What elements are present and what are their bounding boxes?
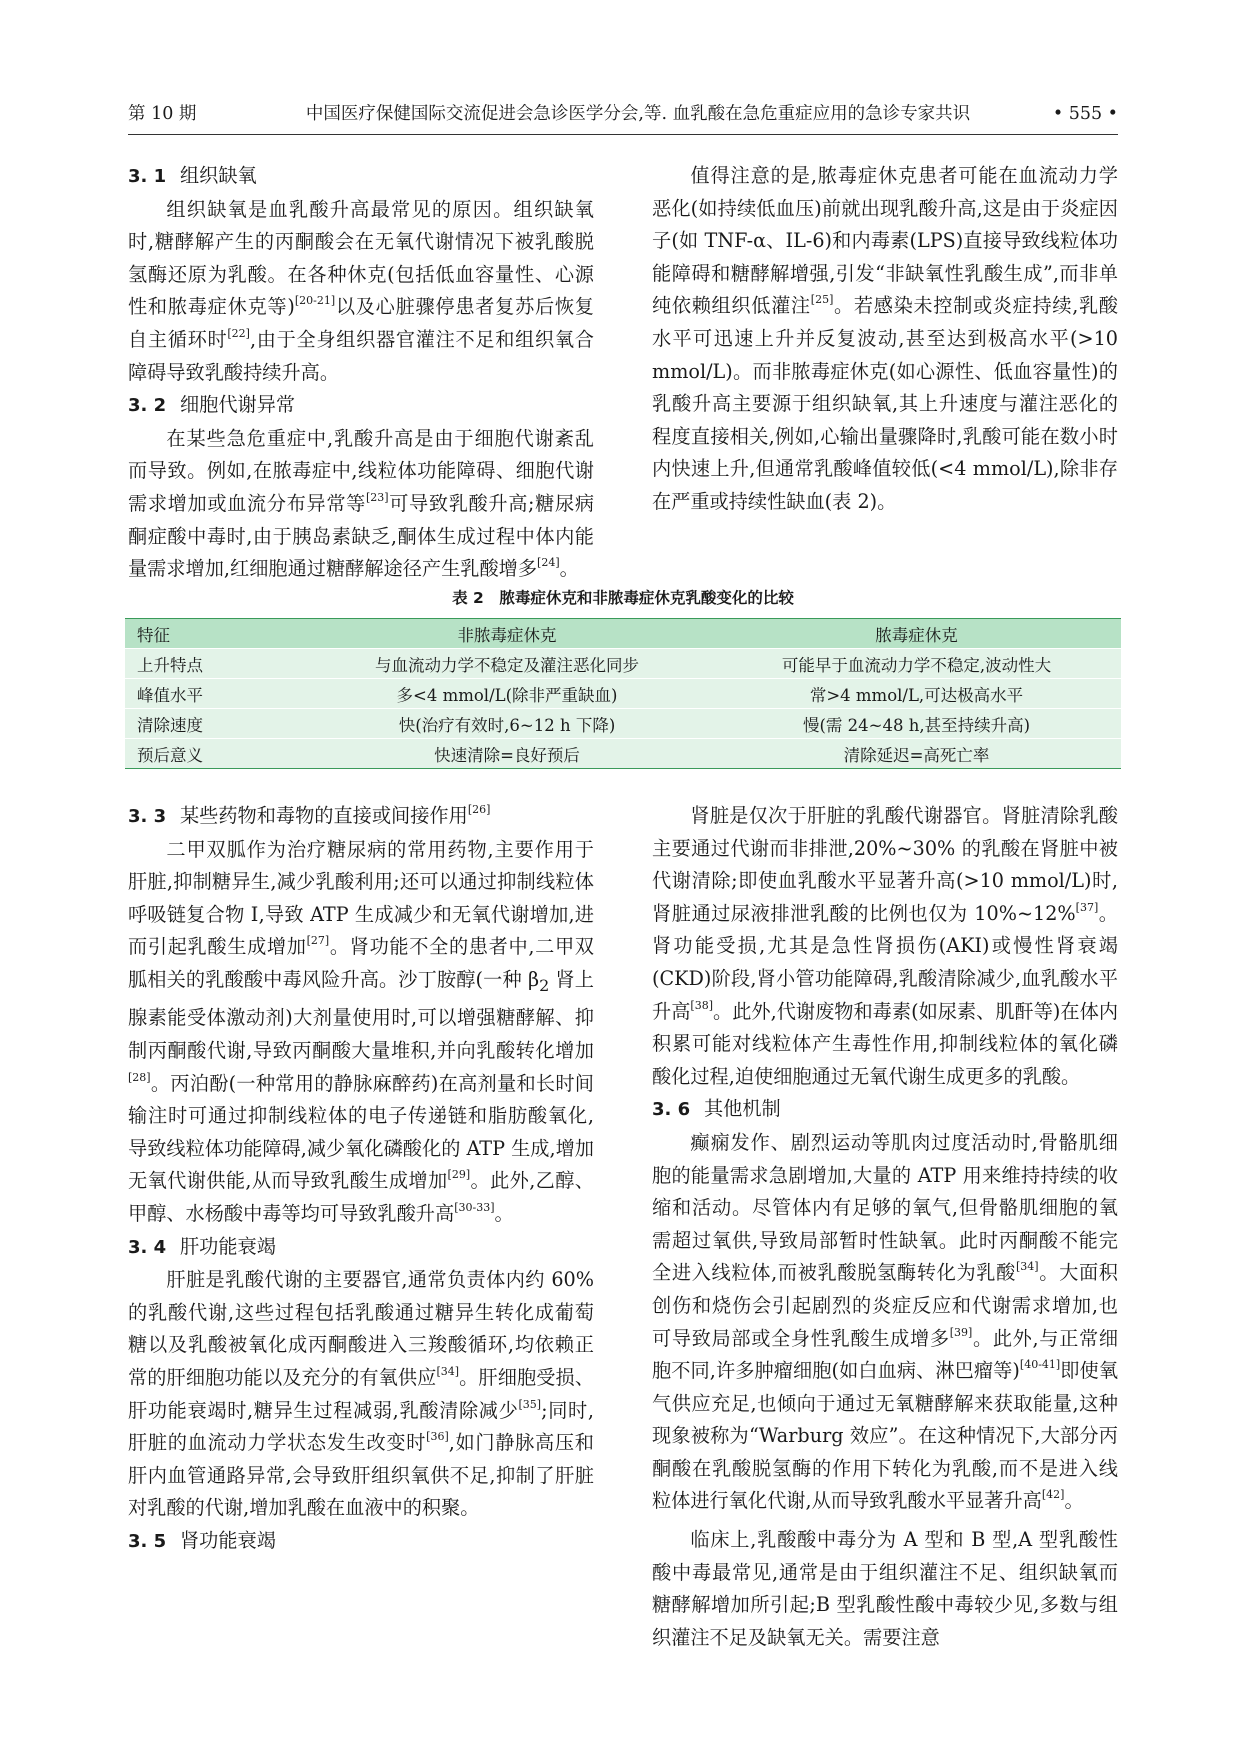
table-cell: 可能早于血流动力学不稳定,波动性大 — [712, 649, 1121, 679]
paragraph: 值得注意的是,脓毒症休克患者可能在血流动力学恶化(如持续低血压)前就出现乳酸升高,这是由于炎症因子(如 TNF-α、IL-6)和内毒素(LPS)直接导致线粒体功能障碍和糖酵解增强,引发“非缺氧性乳酸生成”,而非单纯依赖组织低灌注[25]。若感染未控制或炎症持续,乳酸水平可迅速上升并反复波动,甚至达到极高水平(>10 mmol/L)。而非脓毒症休克(如心源性、低血容量性)的乳酸升高主要源于组织缺氧,其上升速度与灌注恶化的程度直接相关,例如,心输出量骤降时,乳酸可能在数小时内快速上升,但通常乳酸峰值较低(<4 mmol/L),除非存在严重或持续性缺血(表 2)。 — [652, 164, 1118, 513]
section-number: 3. 3 — [128, 806, 167, 827]
section-number: 3. 1 — [128, 166, 167, 187]
section-heading-3-2 — [128, 389, 594, 423]
section-title: 组织缺氧 — [180, 164, 257, 187]
section-heading-3-1 — [128, 160, 594, 194]
paragraph: 肝脏是乳酸代谢的主要器官,通常负责体内约 60% 的乳酸代谢,这些过程包括乳酸通过糖异生转化成葡萄糖以及乳酸被氧化成丙酮酸进入三羧酸循环,均依赖正常的肝细胞功能以及充分的有氧供应[34]。肝细胞受损、肝功能衰竭时,糖异生过程减弱,乳酸清除减少[35];同时,肝脏的血流动力学状态发生改变时[36],如门静脉高压和肝内血管通路异常,会导致肝组织氧供不足,抑制了肝脏对乳酸的代谢,增加乳酸在血液中的积聚。 — [128, 1268, 595, 1520]
table-cell: 峰值水平 — [125, 679, 302, 709]
section-number: 3. 5 — [128, 1530, 167, 1552]
citation: [29] — [447, 1168, 471, 1182]
column-bottom-left — [128, 800, 594, 1558]
table-row — [125, 679, 1121, 709]
citation: [28] — [128, 1070, 151, 1084]
table-cell: 清除延迟=高死亡率 — [712, 739, 1121, 769]
citation: [35] — [518, 1397, 542, 1411]
section-number: 3. 2 — [128, 395, 167, 417]
table-cell: 快速清除=良好预后 — [302, 739, 712, 769]
table-cell: 常>4 mmol/L,可达极高水平 — [712, 679, 1121, 709]
paragraph: 肾脏是仅次于肝脏的乳酸代谢器官。肾脏清除乳酸主要通过代谢而非排泄,20%~30% 的乳酸在肾脏中被代谢清除;即使血乳酸水平显著升高(>10 mmol/L)时,肾脏通过尿液排泄乳酸的比例也仅为 10%~12%[37]。肾功能受损,尤其是急性肾损伤(AKI)或慢性肾衰竭(CKD)阶段,肾小管功能障碍,乳酸清除减少,血乳酸水平升高[38]。此外,代谢废物和毒素(如尿素、肌酐等)在体内积累可能对线粒体产生毒性作用,抑制线粒体的氧化磷酸化过程,迫使细胞通过无氧代谢生成更多的乳酸。 — [652, 804, 1119, 1088]
issue-number: 第 10 期 — [128, 104, 197, 124]
section-number: 3. 4 — [128, 1236, 167, 1258]
section-heading-3-4 — [128, 1231, 594, 1265]
table-cell: 快(治疗有效时,6~12 h 下降) — [302, 709, 712, 739]
citation: [39] — [949, 1325, 973, 1339]
citation: [23] — [365, 490, 389, 504]
section-title: 某些药物和毒物的直接或间接作用 — [180, 804, 468, 827]
citation: [38] — [690, 998, 713, 1012]
table-cell: 上升特点 — [125, 649, 302, 679]
paragraph: 临床上,乳酸酸中毒分为 A 型和 B 型,A 型乳酸性酸中毒最常见,通常是由于组织灌注不足、组织缺氧而糖酵解增加所引起;B 型乳酸性酸中毒较少见,多数与组织灌注不足及缺氧无关。需要注意 — [652, 1528, 1118, 1649]
table-header-row — [125, 619, 1121, 649]
paragraph: 二甲双胍作为治疗糖尿病的常用药物,主要作用于肝脏,抑制糖异生,减少乳酸利用;还可以通过抑制线粒体呼吸链复合物 Ⅰ,导致 ATP 生成减少和无氧代谢增加,进而引起乳酸生成增加[27]。肾功能不全的患者中,二甲双胍相关的乳酸酸中毒风险升高。沙丁胺醇(一种 $\beta_2$ 肾上腺素能受体激动剂)大剂量使用时,可以增强糖酵解、抑制丙酮酸代谢,导致丙酮酸大量堆积,并向乳酸转化增加[28]。丙泊酚(一种常用的静脉麻醉药)在高剂量和长时间输注时可通过抑制线粒体的电子传递链和脂肪酸氧化,导致线粒体功能障碍,减少氧化磷酸化的 ATP 生成,增加无氧代谢供能,从而导致乳酸生成增加[29]。此外,乙醇、甲醇、水杨酸中毒等均可导致乳酸升高[30-33]。 — [128, 837, 594, 1225]
citation: [42] — [1041, 1488, 1065, 1502]
citation: [36] — [426, 1430, 449, 1444]
column-bottom-right — [652, 800, 1118, 1654]
section-heading-3-6 — [652, 1093, 1118, 1127]
table-row — [125, 649, 1121, 679]
table-row — [125, 739, 1121, 769]
page-number: • 555 • — [1052, 104, 1118, 124]
citation: [34] — [436, 1364, 460, 1378]
subscript: 2 — [539, 975, 550, 995]
citation: [22] — [227, 326, 250, 340]
table-cell: 预后意义 — [125, 739, 302, 769]
citation: [26] — [467, 803, 491, 816]
section-title: 其他机制 — [704, 1097, 781, 1121]
citation: [30-33] — [454, 1200, 495, 1214]
column-header: 脓毒症休克 — [712, 619, 1121, 649]
section-heading-3-5 — [128, 1525, 594, 1559]
table-cell: 清除速度 — [125, 709, 302, 739]
table-2 — [125, 618, 1121, 769]
column-header: 特征 — [125, 619, 302, 649]
table-cell: 多<4 mmol/L(除非严重缺血) — [302, 679, 712, 709]
column-header: 非脓毒症休克 — [302, 619, 712, 649]
column-top-left — [128, 160, 594, 586]
running-header — [128, 98, 1118, 135]
table-caption: 表 2 脓毒症休克和非脓毒症休克乳酸变化的比较 — [452, 589, 794, 607]
citation: [20-21] — [294, 294, 336, 308]
paragraph: 癫痫发作、剧烈运动等肌肉过度活动时,骨骼肌细胞的能量需求急剧增加,大量的 ATP 用来维持持续的收缩和活动。尽管体内有足够的氧气,但骨骼肌细胞的氧需超过氧供,导致局部暂时性缺氧。此时丙酮酸不能完全进入线粒体,而被乳酸脱氢酶转化为乳酸[34]。大面积创伤和烧伤会引起剧烈的炎症反应和代谢需求增加,也可导致局部或全身性乳酸生成增多[39]。此外,与正常细胞不同,许多肿瘤细胞(如白血病、淋巴瘤等)[40-41]即使氧气供应充足,也倾向于通过无氧糖酵解来获取能量,这种现象被称为“Warburg 效应”。在这种情况下,大部分丙酮酸在乳酸脱氢酶的作用下转化为乳酸,而不是进入线粒体进行氧化代谢,从而导致乳酸水平显著升高[42]。 — [652, 1130, 1119, 1513]
citation: [37] — [1075, 900, 1099, 914]
paragraph: 组织缺氧是血乳酸升高最常见的原因。组织缺氧时,糖酵解产生的丙酮酸会在无氧代谢情况下被乳酸脱氢酶还原为乳酸。在各种休克(包括低血容量性、心源性和脓毒症休克等)[20-21]以及心脏骤停患者复苏后恢复自主循环时[22],由于全身组织器官灌注不足和组织氧合障碍导致乳酸持续升高。 — [128, 197, 594, 384]
section-title: 肾功能衰竭 — [180, 1528, 276, 1552]
section-title: 细胞代谢异常 — [180, 393, 296, 417]
citation: [27] — [306, 934, 330, 948]
table-cell: 与血流动力学不稳定及灌注恶化同步 — [302, 649, 712, 679]
paragraph: 在某些急危重症中,乳酸升高是由于细胞代谢紊乱而导致。例如,在脓毒症中,线粒体功能障碍、细胞代谢需求增加或血流分布异常等[23]可导致乳酸升高;糖尿病酮症酸中毒时,由于胰岛素缺乏,酮体生成过程中体内能量需求增加,红细胞通过糖酵解途径产生乳酸增多[24]。 — [128, 426, 595, 581]
citation: [25] — [810, 293, 834, 307]
section-heading-3-3 — [128, 800, 594, 834]
column-top-right — [652, 160, 1118, 519]
citation: [34] — [1016, 1260, 1039, 1274]
section-title: 肝功能衰竭 — [180, 1234, 276, 1258]
citation: [24] — [537, 556, 560, 570]
citation: [40-41] — [1019, 1358, 1061, 1372]
table-cell: 慢(需 24~48 h,甚至持续升高) — [712, 709, 1121, 739]
table-row — [125, 709, 1121, 739]
running-title: 中国医疗保健国际交流促进会急诊医学分会,等. 血乳酸在急危重症应用的急诊专家共识 — [305, 104, 971, 124]
section-number: 3. 6 — [652, 1099, 691, 1121]
